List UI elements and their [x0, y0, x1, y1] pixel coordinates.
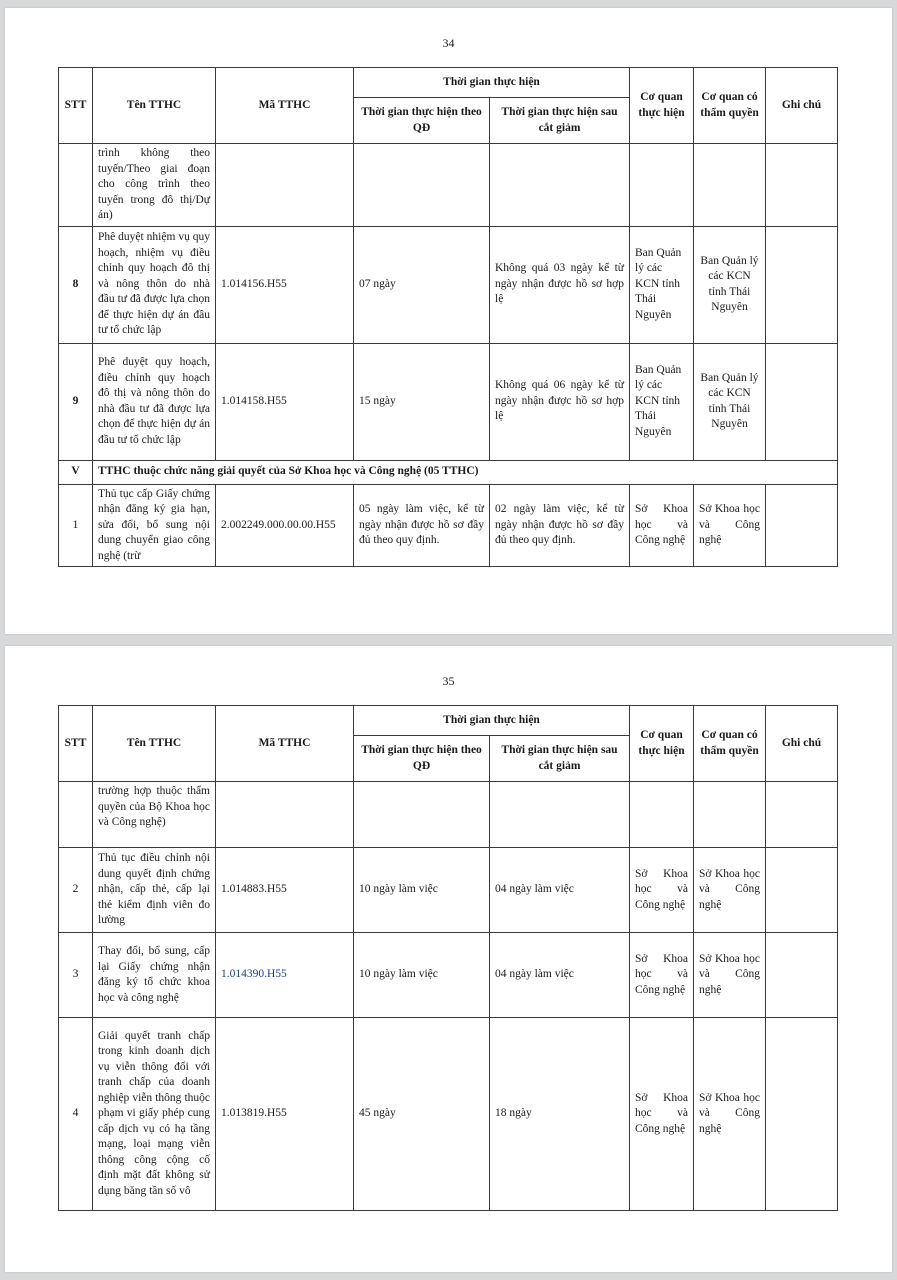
note	[766, 848, 838, 933]
row-stt: 2	[59, 848, 93, 933]
row-stt: 9	[59, 343, 93, 460]
row-stt: 8	[59, 226, 93, 343]
header-co-quan-thuc-hien: Cơ quan thực hiện	[630, 68, 694, 144]
row-stt: 4	[59, 1018, 93, 1211]
time-qd: 10 ngày làm việc	[354, 848, 490, 933]
authority: Sở Khoa học và Công nghệ	[694, 1018, 766, 1211]
time-qd: 10 ngày làm việc	[354, 933, 490, 1018]
header-ma-tthc: Mã TTHC	[216, 68, 354, 144]
table-header-row	[59, 706, 838, 736]
authority: Sở Khoa học và Công nghệ	[694, 484, 766, 567]
table-header-row	[59, 68, 838, 98]
procedure-code: 2.002249.000.00.00.H55	[216, 484, 354, 567]
note	[766, 484, 838, 567]
procedure-code: 1.014158.H55	[216, 343, 354, 460]
document-page-35	[5, 646, 892, 1272]
time-cut: 18 ngày	[490, 1018, 630, 1211]
time-qd: 07 ngày	[354, 226, 490, 343]
time-cut: Không quá 03 ngày kể từ ngày nhận được hồ sơ hợp lệ	[490, 226, 630, 343]
header-co-quan-tham-quyen: Cơ quan có thẩm quyền	[694, 706, 766, 782]
row-stt: 1	[59, 484, 93, 567]
time-cut: 04 ngày làm việc	[490, 848, 630, 933]
note	[766, 933, 838, 1018]
procedure-name: Thủ tục điều chỉnh nội dung quyết định chứng nhận, cấp thẻ, cấp lại thẻ kiểm định viên đo lường	[93, 848, 216, 933]
time-qd: 15 ngày	[354, 343, 490, 460]
agency: Ban Quản lý các KCN tỉnh Thái Nguyên	[630, 343, 694, 460]
procedure-code: 1.014390.H55	[216, 933, 354, 1018]
note	[766, 1018, 838, 1211]
header-co-quan-tham-quyen: Cơ quan có thẩm quyền	[694, 68, 766, 144]
header-ghi-chu: Ghi chú	[766, 706, 838, 782]
procedure-code: 1.014883.H55	[216, 848, 354, 933]
procedure-table	[58, 705, 838, 1211]
procedure-code: 1.014156.H55	[216, 226, 354, 343]
row-stt: 3	[59, 933, 93, 1018]
procedure-name: trình không theo tuyến/Theo giai đoạn cho công trình theo tuyến trong đô thị/Dự án)	[93, 144, 216, 227]
time-cut: Không quá 06 ngày kể từ ngày nhận được hồ sơ hợp lệ	[490, 343, 630, 460]
procedure-name: Phê duyệt nhiệm vụ quy hoạch, nhiệm vụ điều chỉnh quy hoạch đô thị và nông thôn do nhà đầu tư đã được lựa chọn để thực hiện dự án đầu tư tổ chức lập	[93, 226, 216, 343]
procedure-table	[58, 67, 838, 567]
table-row	[59, 848, 838, 933]
procedure-code: 1.013819.H55	[216, 1018, 354, 1211]
time-cut: 04 ngày làm việc	[490, 933, 630, 1018]
procedure-name: trường hợp thuộc thẩm quyền của Bộ Khoa học và Công nghệ)	[93, 782, 216, 848]
authority: Ban Quản lý các KCN tỉnh Thái Nguyên	[694, 343, 766, 460]
procedure-name: Thủ tục cấp Giấy chứng nhận đăng ký gia hạn, sửa đổi, bổ sung nội dung chuyển giao công nghệ (trừ	[93, 484, 216, 567]
time-qd: 05 ngày làm việc, kể từ ngày nhận được hồ sơ đầy đủ theo quy định.	[354, 484, 490, 567]
authority: Sở Khoa học và Công nghệ	[694, 933, 766, 1018]
table-row	[59, 933, 838, 1018]
agency: Sở Khoa học và Công nghệ	[630, 484, 694, 567]
procedure-name: Giải quyết tranh chấp trong kinh doanh dịch vụ viễn thông đối với tranh chấp của doanh nghiệp viễn thông thuộc phạm vi giấy phép cung cấp dịch vụ có hạ tầng mạng, loại mạng viễn thông công cộng cố định mặt đất không sử dụng băng tần số vô	[93, 1018, 216, 1211]
section-title: TTHC thuộc chức năng giải quyết của Sở Khoa học và Công nghệ (05 TTHC)	[93, 460, 838, 484]
header-sau-cat-giam: Thời gian thực hiện sau cắt giảm	[490, 736, 630, 782]
authority: Sở Khoa học và Công nghệ	[694, 848, 766, 933]
time-qd: 45 ngày	[354, 1018, 490, 1211]
table-row	[59, 226, 838, 343]
agency: Sở Khoa học và Công nghệ	[630, 848, 694, 933]
table-row	[59, 782, 838, 848]
procedure-name: Phê duyệt quy hoạch, điều chỉnh quy hoạch đô thị và nông thôn do nhà đầu tư đã được lựa chọn để thực hiện dự án đầu tư tổ chức lập	[93, 343, 216, 460]
agency: Ban Quản lý các KCN tỉnh Thái Nguyên	[630, 226, 694, 343]
agency: Sở Khoa học và Công nghệ	[630, 933, 694, 1018]
header-thoi-gian: Thời gian thực hiện	[354, 68, 630, 98]
agency: Sở Khoa học và Công nghệ	[630, 1018, 694, 1211]
header-co-quan-thuc-hien: Cơ quan thực hiện	[630, 706, 694, 782]
page-number: 35	[442, 674, 455, 688]
section-row	[59, 460, 838, 484]
time-cut: 02 ngày làm việc, kể từ ngày nhận được hồ sơ đầy đủ theo quy định.	[490, 484, 630, 567]
header-ma-tthc: Mã TTHC	[216, 706, 354, 782]
header-stt: STT	[59, 706, 93, 782]
authority: Ban Quản lý các KCN tỉnh Thái Nguyên	[694, 226, 766, 343]
table-row	[59, 144, 838, 227]
header-sau-cat-giam: Thời gian thực hiện sau cắt giảm	[490, 98, 630, 144]
header-thoi-gian: Thời gian thực hiện	[354, 706, 630, 736]
table-row	[59, 1018, 838, 1211]
header-ghi-chu: Ghi chú	[766, 68, 838, 144]
header-ten-tthc: Tên TTHC	[93, 68, 216, 144]
header-theo-qd: Thời gian thực hiện theo QĐ	[354, 736, 490, 782]
document-page-34	[5, 8, 892, 634]
note	[766, 226, 838, 343]
table-row	[59, 343, 838, 460]
note	[766, 343, 838, 460]
table-row	[59, 484, 838, 567]
header-theo-qd: Thời gian thực hiện theo QĐ	[354, 98, 490, 144]
page-number: 34	[442, 36, 455, 50]
section-roman: V	[59, 460, 93, 484]
header-ten-tthc: Tên TTHC	[93, 706, 216, 782]
procedure-name: Thay đổi, bổ sung, cấp lại Giấy chứng nhận đăng ký tổ chức khoa học và công nghệ	[93, 933, 216, 1018]
header-stt: STT	[59, 68, 93, 144]
